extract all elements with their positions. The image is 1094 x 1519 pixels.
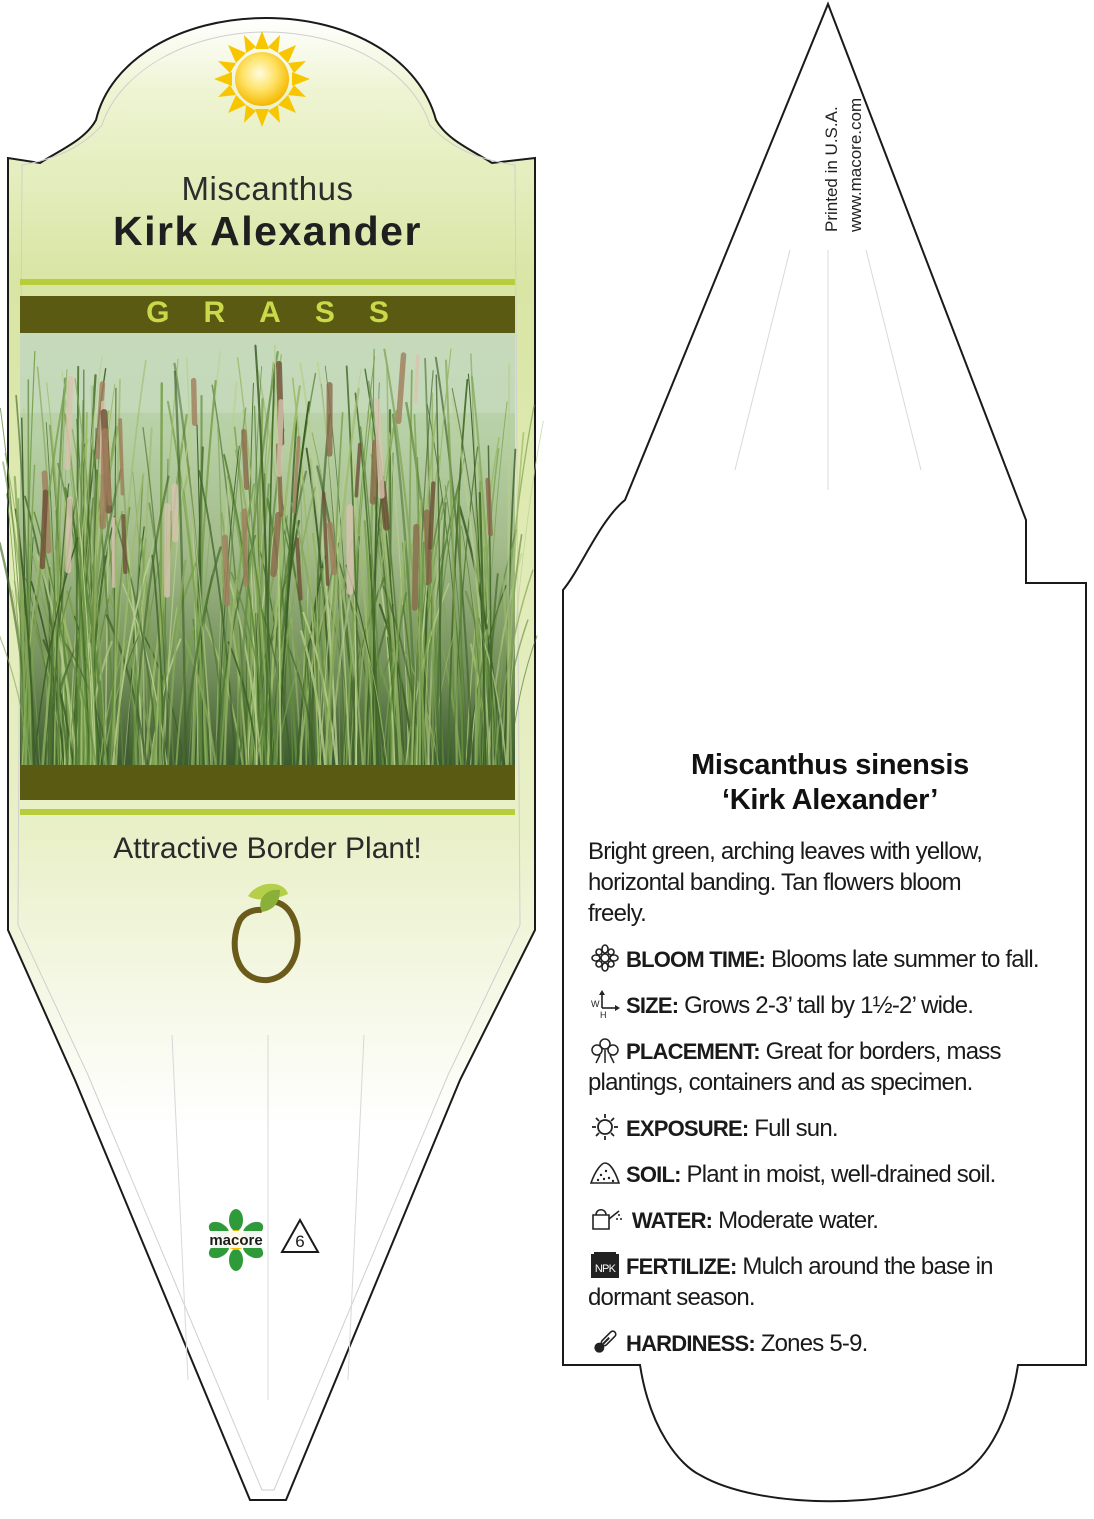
bloom-time-value: Blooms late summer to fall. <box>765 946 1039 973</box>
detail-exposure <box>588 1113 1078 1144</box>
placement-label: PLACEMENT: <box>626 1039 760 1064</box>
detail-soil <box>588 1159 1078 1190</box>
soil-value: Plant in moist, well-drained soil. <box>680 1161 996 1188</box>
tagline: Attractive Border Plant! <box>113 832 422 865</box>
exposure-label: EXPOSURE: <box>626 1116 749 1141</box>
plant-description: Bright green, arching leaves with yellow, horizontal banding. Tan flowers bloom freely. <box>588 838 983 927</box>
thermometer-icon <box>588 1328 622 1356</box>
svg-text:H: H <box>600 1010 606 1018</box>
svg-text:NPK: NPK <box>594 1263 616 1275</box>
bloom-time-label: BLOOM TIME: <box>626 947 766 972</box>
size-arrows-icon <box>588 990 622 1018</box>
title-divider <box>20 279 515 285</box>
size-label: SIZE: <box>626 993 679 1018</box>
tagline-divider <box>20 809 515 815</box>
npk-bag-icon <box>588 1251 622 1279</box>
website-text: www.macore.com <box>846 97 865 232</box>
svg-text:6: 6 <box>295 1232 305 1251</box>
detail-water <box>588 1205 1078 1236</box>
cultivar-quoted: ‘Kirk Alexander’ <box>721 784 938 816</box>
photo-bottom-band <box>20 765 515 800</box>
plant-details <box>588 836 1078 1359</box>
hardiness-label: HARDINESS: <box>626 1331 755 1356</box>
water-value: Moderate water. <box>712 1207 879 1234</box>
plant-photo <box>0 333 543 765</box>
svg-text:macore: macore <box>209 1232 263 1249</box>
botanical-name: Miscanthus sinensis <box>691 749 969 781</box>
soil-mound-icon <box>588 1159 622 1187</box>
placement-flowers-icon <box>588 1036 622 1064</box>
watering-can-icon <box>588 1205 622 1233</box>
botanical-title <box>570 748 1090 818</box>
sun-icon <box>214 31 310 127</box>
printed-in-text: Printed in U.S.A. <box>822 106 841 232</box>
front-genus-name: Miscanthus <box>181 170 354 207</box>
fertilize-value: Mulch around the base in dormant season. <box>588 1253 993 1311</box>
category-label: GRASS <box>146 296 423 329</box>
detail-fertilize <box>588 1251 1078 1313</box>
water-label: WATER: <box>631 1208 713 1233</box>
exposure-value: Full sun. <box>748 1115 838 1142</box>
svg-text:W: W <box>591 999 599 1009</box>
printed-info <box>820 98 868 232</box>
detail-bloom-time <box>588 944 1078 975</box>
detail-placement <box>588 1036 1078 1098</box>
fertilize-label: FERTILIZE: <box>626 1254 737 1279</box>
placement-value: Great for borders, mass plantings, containers and as specimen. <box>588 1038 1001 1096</box>
sun-outline-icon <box>588 1113 622 1141</box>
flower-icon <box>588 944 622 972</box>
soil-label: SOIL: <box>626 1162 681 1187</box>
detail-size <box>588 990 1078 1021</box>
hardiness-value: Zones 5-9. <box>754 1330 868 1357</box>
front-cultivar-name: Kirk Alexander <box>113 208 422 254</box>
size-value: Grows 2-3’ tall by 1½-2’ wide. <box>678 992 974 1019</box>
detail-hardiness <box>588 1328 1078 1359</box>
